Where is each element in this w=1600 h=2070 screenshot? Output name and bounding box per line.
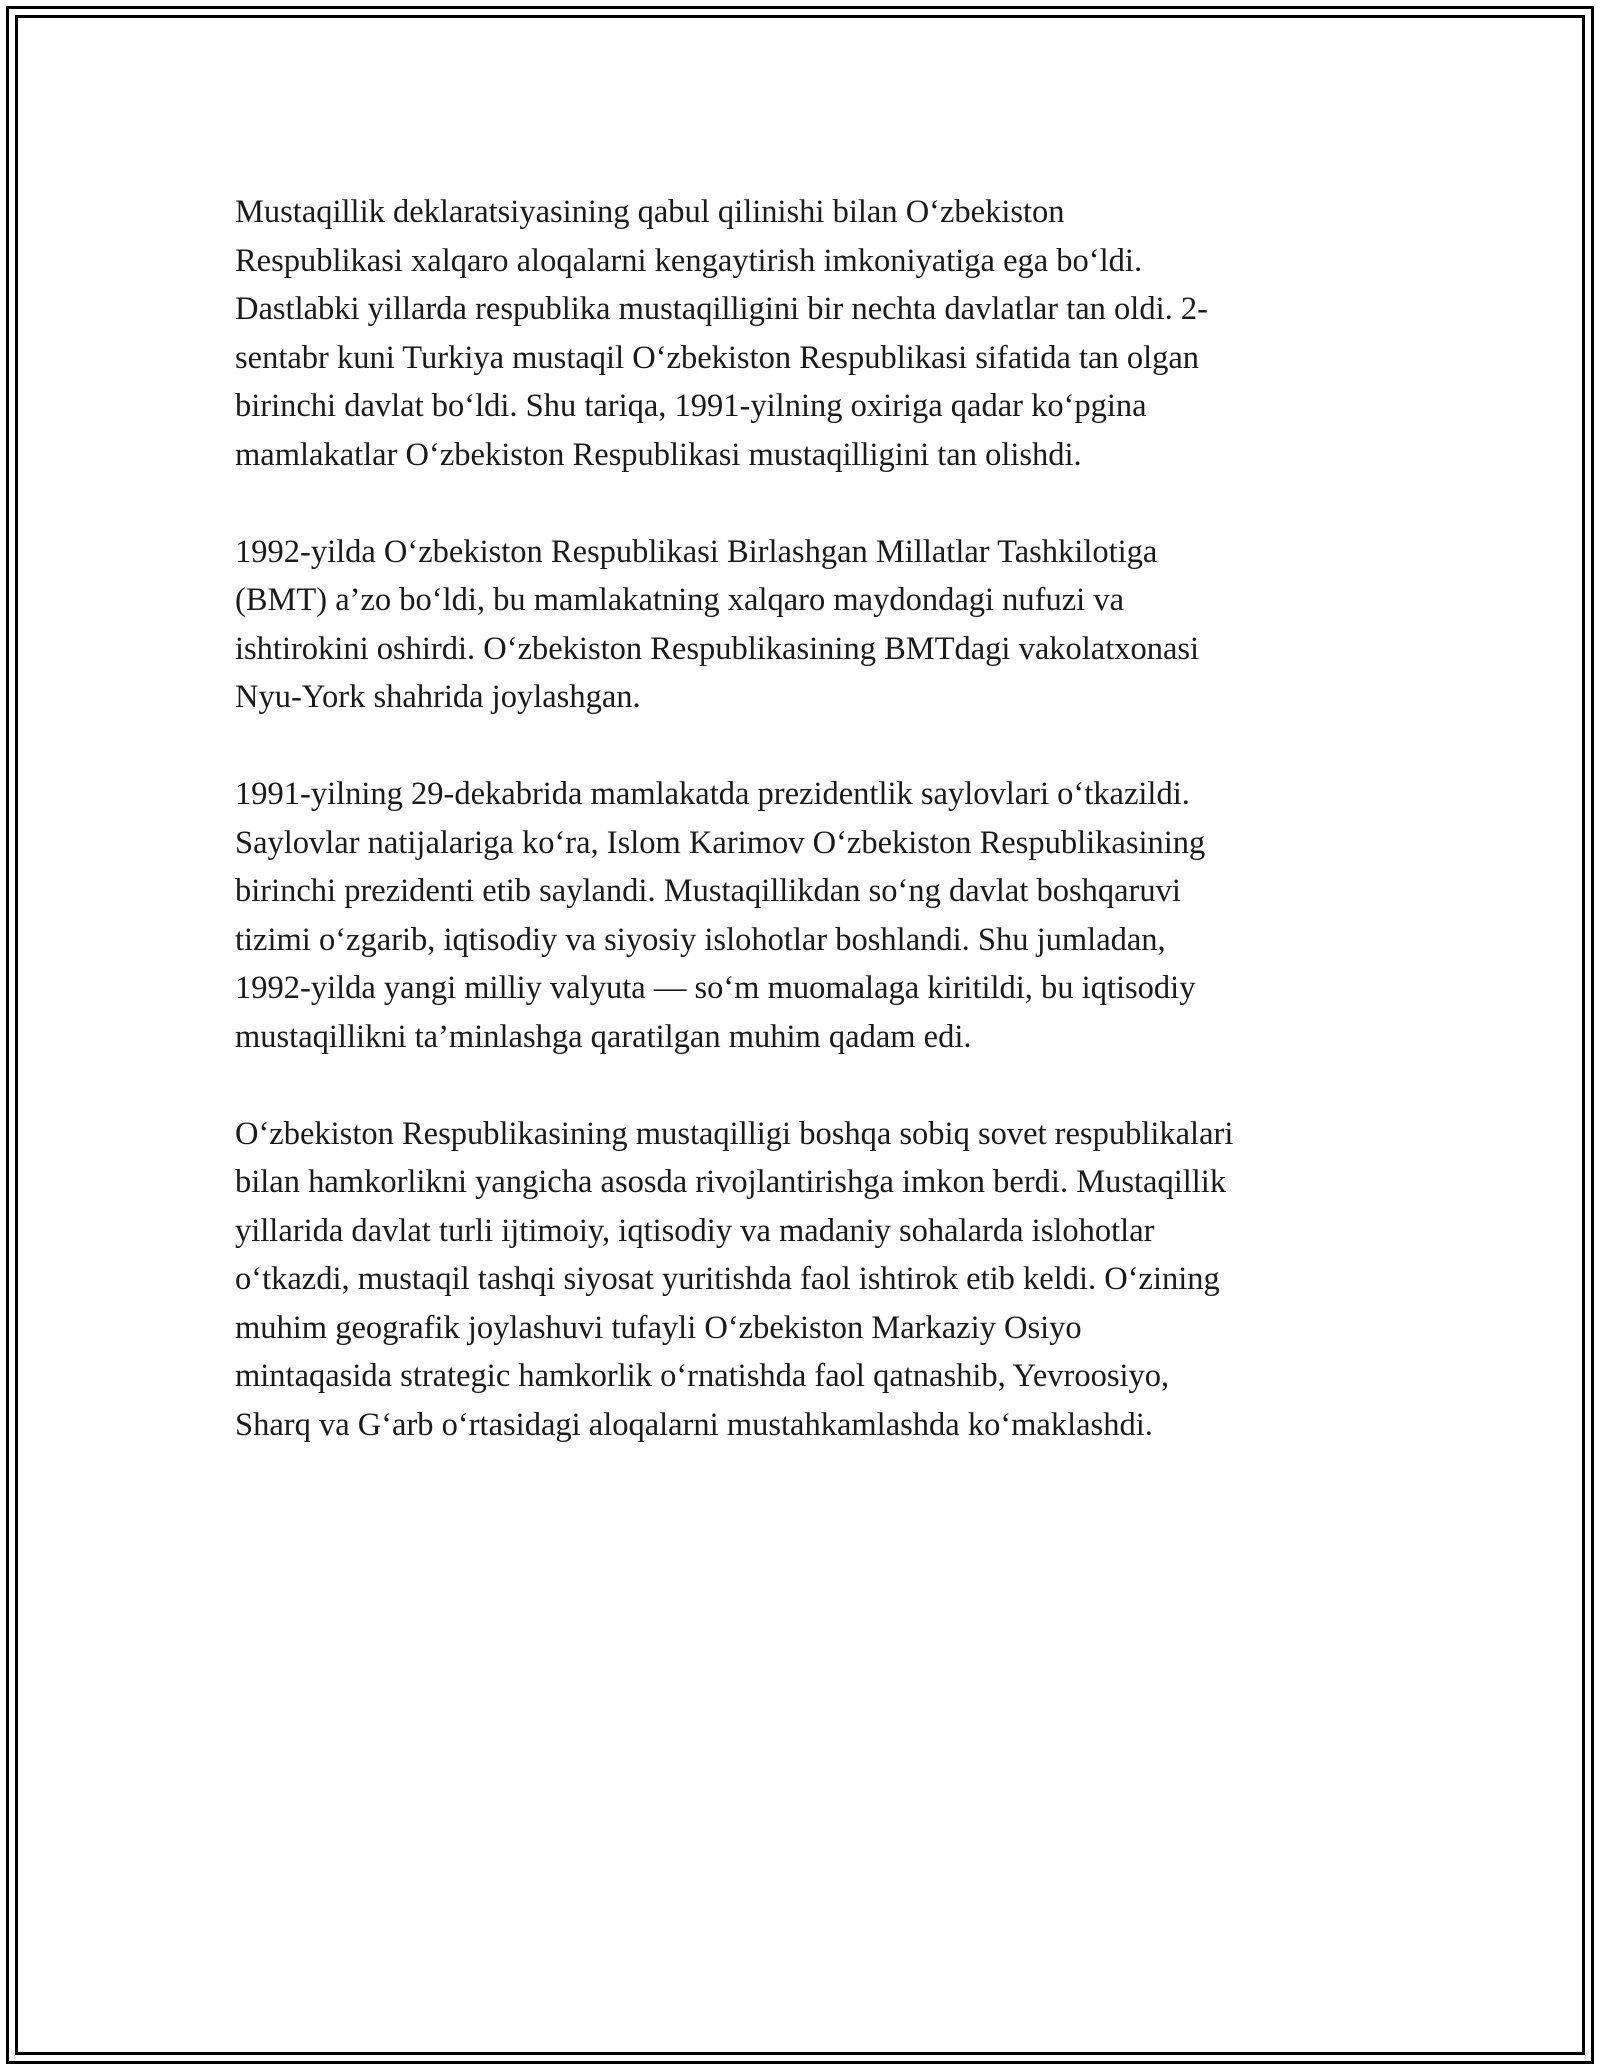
document-body [235,188,1370,1498]
paragraph-un-membership: 1992-yilda O‘zbekiston Respublikasi Birlashgan Millatlar Tashkilotiga (BMT) a’zo bo‘ldi, bu mamlakatning xalqaro maydondagi nufuzi va ishtirokini oshirdi. O‘zbekiston Respublikasining BMTdagi vakolatxonasi Nyu-York shahrida joylashgan. [235,533,1200,715]
paragraph-regional-cooperation: O‘zbekiston Respublikasining mustaqilligi boshqa sobiq sovet respublikalari bilan hamkorlikni yangicha asosda rivojlantirishga imkon berdi. Mustaqillik yillarida davlat turli ijtimoiy, iqtisodiy va madaniy sohalarda islohotlar o‘tkazdi, mustaqil tashqi siyosat yuritishda faol ishtirok etib keldi. O‘zining muhim geografik joylashuvi tufayli O‘zbekiston Markaziy Osiyo mintaqasida strategic hamkorlik o‘rnatishda faol qatnashib, Yevroosiyo, Sharq va G‘arb o‘rtasidagi aloqalarni mustahkamlashda ko‘maklashdi. [235,1115,1234,1443]
paragraph-recognition: Mustaqillik deklaratsiyasining qabul qilinishi bilan O‘zbekiston Respublikasi xalqaro aloqalarni kengaytirish imkoniyatiga ega bo‘ldi. Dastlabki yillarda respublika mustaqilligini bir nechta davlatlar tan oldi. 2- sentabr kuni Turkiya mustaqil O‘zbekiston Respublikasi sifatida tan olgan birinchi davlat bo‘ldi. Shu tariqa, 1991-yilning oxiriga qadar ko‘pgina mamlakatlar O‘zbekiston Respublikasi mustaqilligini tan olishdi. [235,194,1208,473]
paragraph-presidential-elections: 1991-yilning 29-dekabrida mamlakatda prezidentlik saylovlari o‘tkazildi. Saylovlar natijalariga ko‘ra, Islom Karimov O‘zbekiston Respublikasining birinchi prezidenti etib saylandi. Mustaqillikdan so‘ng davlat boshqaruvi tizimi o‘zgarib, iqtisodiy va siyosiy islohotlar boshlandi. Shu jumladan, 1992-yilda yangi milliy valyuta — so‘m muomalaga kiritildi, bu iqtisodiy mustaqillikni ta’minlashga qaratilgan muhim qadam edi. [235,776,1206,1055]
